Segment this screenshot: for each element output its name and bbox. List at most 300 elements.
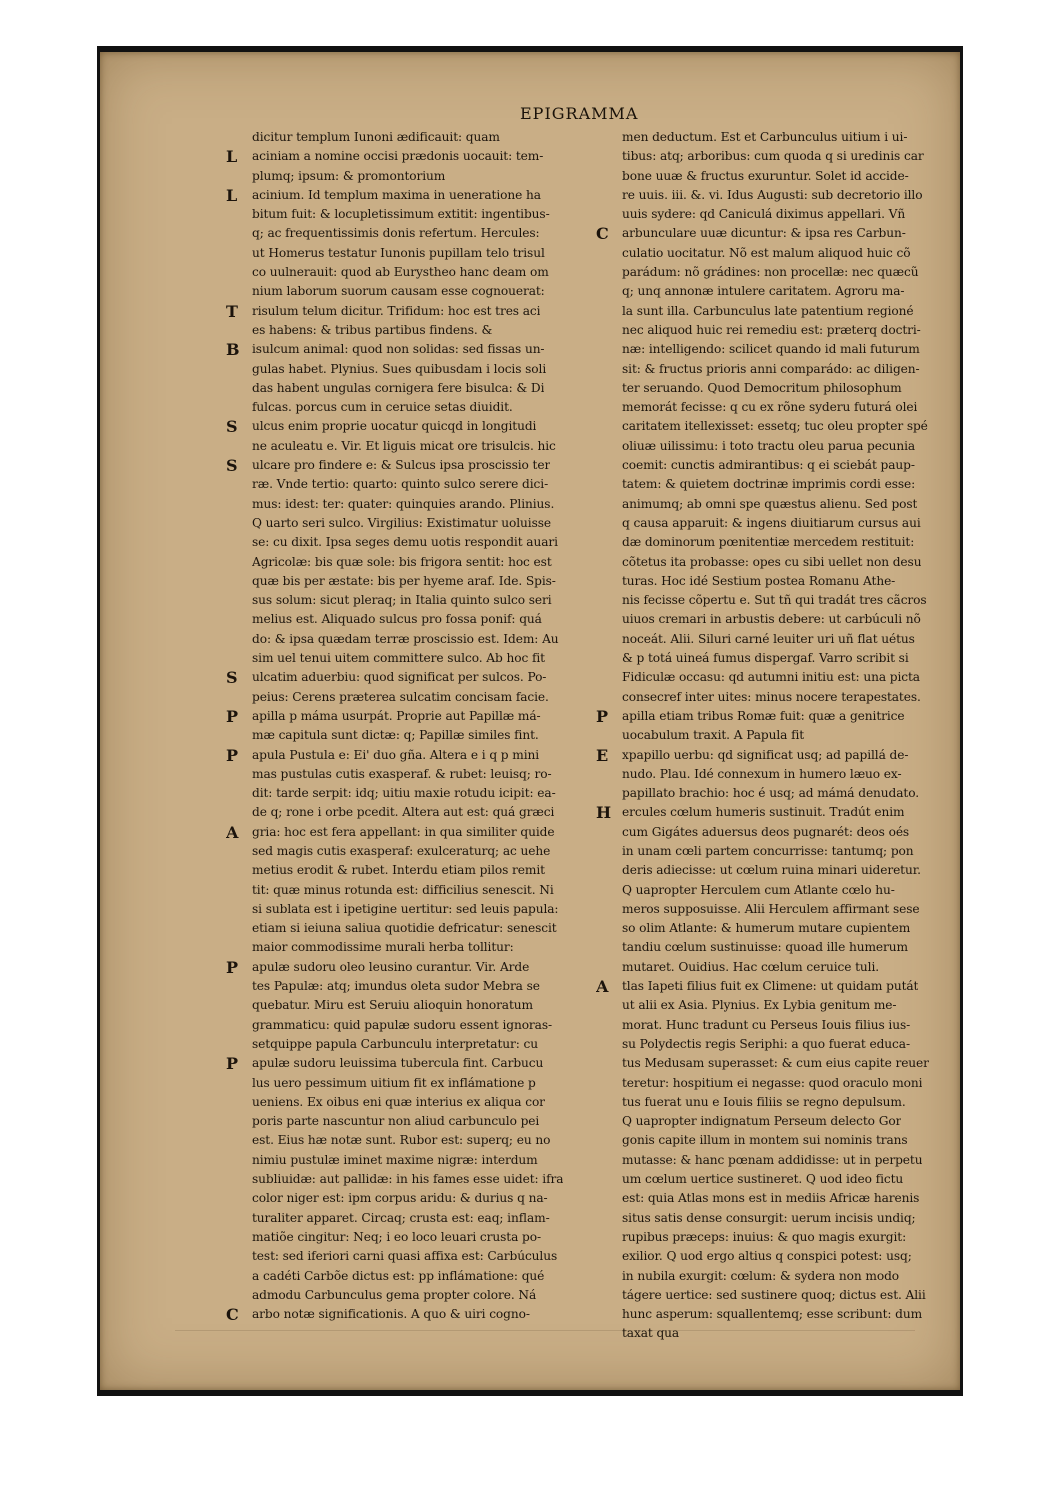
line-text: ueniens. Ex oibus eni quæ interius ex aliqua cor [252, 1094, 545, 1109]
initial-letter [596, 147, 622, 166]
text-line [226, 842, 598, 861]
line-text: arbunculare uuæ dicuntur: & ipsa res Carbun- [622, 226, 906, 241]
text-line [596, 514, 976, 533]
line-text: isulcum animal: quod non solidas: sed fissas un- [252, 342, 545, 357]
initial-letter [226, 167, 252, 186]
text-line [596, 1286, 976, 1305]
line-text: taxat qua [622, 1326, 680, 1341]
line-text: mæ capitula sunt dictæ: q; Papillæ similes fint. [252, 728, 539, 743]
text-line [226, 1074, 598, 1093]
line-text: apula Pustula e: Ei' duo gña. Altera e i q p mini [252, 747, 540, 762]
text-line [226, 1035, 598, 1054]
initial-letter [596, 514, 622, 533]
text-line [226, 282, 598, 301]
line-text: & p totá uineá fumus dispergaf. Varro scribit si [622, 651, 909, 666]
initial-letter [226, 1267, 252, 1286]
initial-letter [226, 649, 252, 668]
initial-letter: A [596, 977, 609, 997]
line-text: ne aculeatu e. Vir. Et liguis micat ore trisulcis. hic [252, 438, 556, 453]
initial-letter [226, 726, 252, 745]
text-line [226, 1054, 598, 1073]
text-line [226, 379, 598, 398]
text-line [226, 1247, 598, 1266]
text-line [226, 861, 598, 880]
line-text: ter seruando. Quod Democritum philosophum [622, 380, 902, 395]
line-text: tus Medusam superasset: & cum eius capite reuer [622, 1056, 929, 1071]
line-text: test: sed iferiori carni quasi affixa est: Carbúculus [252, 1249, 558, 1264]
initial-letter [226, 495, 252, 514]
line-text: hunc asperum: squallentemq; esse scribunt: dum [622, 1307, 923, 1322]
initial-letter: P [226, 745, 239, 765]
line-text: coemit: cunctis admirantibus: q ei sciebát paup- [622, 458, 915, 473]
initial-letter [596, 456, 622, 475]
line-text: in unam cœli partem concurrisse: tantumq; pon [622, 843, 914, 858]
text-line [596, 823, 976, 842]
line-text: a cadéti Carbõe dictus est: pp inflámatione: qué [252, 1268, 545, 1283]
initial-letter [596, 1093, 622, 1112]
text-line [596, 360, 976, 379]
line-text: men deductum. Est et Carbunculus uitium i ui- [622, 130, 908, 144]
initial-letter [596, 186, 622, 205]
initial-letter [596, 1151, 622, 1170]
line-text: matiõe cingitur: Neq; i eo loco leuari crusta po- [252, 1229, 541, 1244]
text-line [596, 1267, 976, 1286]
initial-letter [226, 1286, 252, 1305]
line-text: Q uapropter indignatum Perseum delecto Gor [622, 1114, 902, 1129]
initial-letter [226, 688, 252, 707]
text-line [596, 765, 976, 784]
text-line [596, 668, 976, 687]
line-text: sus solum: sicut pleraq; in Italia quinto sulco seri [252, 593, 552, 608]
initial-letter [226, 1016, 252, 1035]
text-line [596, 1209, 976, 1228]
text-line [596, 861, 976, 880]
initial-letter [596, 842, 622, 861]
line-text: tlas Iapeti filius fuit ex Climene: ut quidam putát [622, 979, 919, 994]
text-line [226, 495, 598, 514]
text-line [226, 224, 598, 243]
initial-letter [596, 205, 622, 224]
text-line [596, 167, 976, 186]
initial-letter [596, 996, 622, 1015]
text-line [596, 610, 976, 629]
line-text: de q; rone i orbe pcedit. Altera aut est: quá græci [252, 805, 555, 820]
line-text: ulcare pro findere e: & Sulcus ipsa proscissio ter [252, 458, 551, 473]
text-line [226, 417, 598, 436]
initial-letter [226, 881, 252, 900]
line-text: etiam si ieiuna saliua quotidie defricatur: senescit [252, 921, 557, 936]
text-line [226, 1170, 598, 1189]
line-text: tandiu cœlum sustinuisse: quoad ille humerum [622, 940, 908, 955]
text-line [226, 475, 598, 494]
line-text: aciniam a nomine occisi prædonis uocauit: tem- [252, 149, 544, 164]
initial-letter [596, 553, 622, 572]
text-line [226, 553, 598, 572]
line-text: consecref inter uites: minus nocere terapestates. [622, 689, 921, 704]
text-line [596, 340, 976, 359]
line-text: dit: tarde serpit: idq; uitiu maxie rotudu icipit: ea- [252, 786, 556, 801]
line-text: est. Eius hæ notæ sunt. Rubor est: superq; eu no [252, 1133, 551, 1148]
initial-letter [596, 1267, 622, 1286]
text-line [226, 186, 598, 205]
initial-letter [226, 1209, 252, 1228]
line-text: um cœlum uertice sustineret. Q uod ideo fictu [622, 1172, 904, 1187]
text-line [596, 1131, 976, 1150]
line-text: fulcas. porcus cum in ceruice setas diuidit. [252, 400, 513, 415]
initial-letter [226, 996, 252, 1015]
text-line [596, 688, 976, 707]
text-line [226, 1093, 598, 1112]
initial-letter [596, 688, 622, 707]
line-text: cum Gigátes aduersus deos pugnarét: deos oés [622, 824, 910, 839]
text-line [226, 167, 598, 186]
text-line [596, 398, 976, 417]
initial-letter [596, 321, 622, 340]
line-text: se: cu dixit. Ipsa seges demu uotis respondit auari [252, 535, 558, 550]
initial-letter [596, 1054, 622, 1073]
text-line [226, 996, 598, 1015]
initial-letter [596, 263, 622, 282]
initial-letter: E [596, 745, 609, 765]
initial-letter [596, 533, 622, 552]
line-text: apulæ sudoru leuissima tubercula fint. Carbucu [252, 1056, 544, 1071]
text-line [226, 1209, 598, 1228]
initial-letter [596, 1170, 622, 1189]
initial-letter [596, 900, 622, 919]
line-text: arbo notæ significationis. A quo & uiri cogno- [252, 1307, 530, 1322]
initial-letter [226, 282, 252, 301]
text-line [596, 803, 976, 822]
text-line [596, 1093, 976, 1112]
initial-letter [596, 282, 622, 301]
text-line [596, 533, 976, 552]
line-text: næ: intelligendo: scilicet quando id mali futurum [622, 342, 920, 357]
initial-letter: P [226, 706, 239, 726]
text-line [596, 1151, 976, 1170]
text-line [596, 900, 976, 919]
initial-letter [596, 765, 622, 784]
text-line [596, 649, 976, 668]
line-text: color niger est: ipm corpus aridu: & durius q na- [252, 1191, 548, 1206]
line-text: maior commodissime murali herba tollitur: [252, 940, 514, 955]
text-line [596, 1305, 976, 1324]
line-text: poris parte nascuntur non aliud carbunculo pei [252, 1114, 540, 1129]
text-line [226, 340, 598, 359]
initial-letter [596, 861, 622, 880]
text-line [226, 919, 598, 938]
text-line [596, 591, 976, 610]
text-line [596, 456, 976, 475]
text-line [596, 1035, 976, 1054]
initial-letter: S [226, 417, 238, 437]
initial-letter [226, 1131, 252, 1150]
line-text: do: & ipsa quædam terræ proscissio est. Idem: Au [252, 631, 559, 646]
line-text: Agricolæ: bis quæ sole: bis frigora sentit: hoc est [252, 554, 552, 569]
text-line [596, 379, 976, 398]
text-line [596, 1016, 976, 1035]
line-text: bitum fuit: & locupletissimum extitit: ingentibus- [252, 207, 550, 222]
initial-letter: C [596, 224, 609, 244]
initial-letter [226, 475, 252, 494]
initial-letter [226, 224, 252, 243]
text-line [226, 302, 598, 321]
initial-letter [596, 572, 622, 591]
line-text: sit: & fructus prioris anni comparádo: ac diligen- [622, 361, 920, 376]
line-text: mas pustulas cutis exasperaf. & rubet: leuisq; ro- [252, 766, 552, 781]
line-text: quæ bis per æstate: bis per hyeme araf. Ide. Spis- [252, 573, 556, 588]
line-text: tus fuerat unu e Iouis filiis se regno depulsum. [622, 1094, 906, 1109]
line-text: sim uel tenui uitem committere sulco. Ab hoc fit [252, 651, 545, 666]
line-text: parádum: nõ grádines: non procellæ: nec quæcũ [622, 265, 919, 280]
text-line [596, 302, 976, 321]
text-line [226, 398, 598, 417]
line-text: mus: idest: ter: quater: quinquies arando. Plinius. [252, 496, 555, 511]
text-line [596, 784, 976, 803]
text-line [596, 630, 976, 649]
initial-letter [596, 784, 622, 803]
line-text: plumq; ipsum: & promontorium [252, 168, 446, 183]
text-line [226, 321, 598, 340]
line-text: gria: hoc est fera appellant: in qua similiter quide [252, 824, 555, 839]
initial-letter [226, 842, 252, 861]
initial-letter [596, 649, 622, 668]
initial-letter: B [226, 340, 240, 360]
initial-letter [226, 803, 252, 822]
initial-letter [226, 977, 252, 996]
initial-letter [226, 321, 252, 340]
initial-letter [596, 630, 622, 649]
text-line [596, 746, 976, 765]
initial-letter [226, 861, 252, 880]
initial-letter [596, 302, 622, 321]
initial-letter [596, 1016, 622, 1035]
line-text: dicitur templum Iunoni ædificauit: quam [252, 130, 500, 144]
line-text: ulcatim aduerbiu: quod significat per sulcos. Po- [252, 670, 547, 685]
text-line [226, 456, 598, 475]
initial-letter [596, 1228, 622, 1247]
text-line [226, 205, 598, 224]
text-line [226, 591, 598, 610]
line-text: uiuos cremari in arbustis debere: ut carbúculi nõ [622, 612, 921, 627]
line-text: tágere uertice: sed sustinere quoq; dictus est. Alii [622, 1287, 926, 1302]
initial-letter [596, 1035, 622, 1054]
line-text: ercules cœlum humeris sustinuit. Tradút enim [622, 805, 905, 820]
text-line [596, 437, 976, 456]
text-line [596, 128, 976, 147]
line-text: meros supposuisse. Alii Herculem affirmant sese [622, 901, 920, 916]
line-text: q; unq annonæ intulere caritatem. Agroru ma- [622, 284, 905, 299]
line-text: si sublata est i ipetigine uertitur: sed leuis papula: [252, 901, 559, 916]
initial-letter [596, 244, 622, 263]
initial-letter [596, 823, 622, 842]
text-line [596, 224, 976, 243]
line-text: es habens: & tribus partibus findens. & [252, 322, 493, 337]
text-line [596, 726, 976, 745]
text-line [596, 1324, 976, 1343]
text-line [596, 1189, 976, 1208]
initial-letter [226, 263, 252, 282]
line-text: quebatur. Miru est Seruiu alioquin honoratum [252, 998, 533, 1013]
right-column [596, 128, 976, 1344]
line-text: rupibus præceps: inuius: & quo magis exurgit: [622, 1229, 907, 1244]
line-text: oliuæ uilissimu: i toto tractu oleu parua pecunia [622, 438, 916, 453]
initial-letter [596, 1209, 622, 1228]
line-text: caritatem itellexisset: essetq; tuc oleu propter spé [622, 419, 928, 434]
line-text: papillato brachio: hoc é usq; ad mámá denudato. [622, 786, 920, 801]
text-line [226, 514, 598, 533]
text-line [226, 1228, 598, 1247]
initial-letter [226, 1035, 252, 1054]
line-text: apilla p máma usurpát. Proprie aut Papillæ má- [252, 708, 541, 723]
initial-letter [596, 398, 622, 417]
text-line [226, 746, 598, 765]
text-line [596, 1170, 976, 1189]
text-line [596, 495, 976, 514]
line-text: nudo. Plau. Idé connexum in humero læuo ex- [622, 766, 902, 781]
left-column [226, 128, 598, 1324]
text-line [226, 649, 598, 668]
text-line [226, 977, 598, 996]
initial-letter [226, 572, 252, 591]
text-line [596, 321, 976, 340]
text-line [596, 1228, 976, 1247]
text-line [226, 823, 598, 842]
line-text: metius erodit & rubet. Interdu etiam pilos remit [252, 863, 545, 878]
line-text: Fidiculæ occasu: qd autumni initiu est: una picta [622, 670, 920, 685]
initial-letter [226, 379, 252, 398]
line-text: animumq; ab omni spe quæstus alienu. Sed post [622, 496, 918, 511]
text-line [596, 842, 976, 861]
initial-letter: T [226, 301, 238, 321]
initial-letter [596, 1247, 622, 1266]
text-line [596, 958, 976, 977]
line-text: mutasse: & hanc pœnam addidisse: ut in perpetu [622, 1152, 923, 1167]
initial-letter [596, 1189, 622, 1208]
initial-letter [596, 726, 622, 745]
initial-letter [596, 958, 622, 977]
text-line [596, 205, 976, 224]
text-line [226, 765, 598, 784]
text-line [596, 244, 976, 263]
initial-letter [226, 919, 252, 938]
line-text: est: quia Atlas mons est in mediis Africæ harenis [622, 1191, 920, 1206]
line-text: uuis sydere: qd Caniculá diximus appellari. Vñ [622, 207, 906, 222]
text-line [596, 417, 976, 436]
line-text: xpapillo uerbu: qd significat usq; ad papillá de- [622, 747, 909, 762]
text-line [226, 610, 598, 629]
text-line [226, 1151, 598, 1170]
text-line [226, 1267, 598, 1286]
initial-letter [226, 1228, 252, 1247]
initial-letter [596, 1074, 622, 1093]
initial-letter: L [226, 185, 238, 205]
text-line [596, 147, 976, 166]
line-text: re uuis. iii. &. vi. Idus Augusti: sub decretorio illo [622, 187, 923, 202]
line-text: tatem: & quietem doctrinæ imprimis cordi esse: [622, 477, 916, 492]
initial-letter: P [226, 1054, 239, 1074]
initial-letter: L [226, 147, 238, 167]
text-line [226, 1189, 598, 1208]
text-line [226, 1305, 598, 1324]
initial-letter: P [596, 706, 609, 726]
text-line [596, 282, 976, 301]
text-line [226, 803, 598, 822]
text-line [226, 900, 598, 919]
initial-letter [596, 1305, 622, 1324]
text-line [226, 707, 598, 726]
text-line [226, 128, 598, 147]
text-line [596, 1247, 976, 1266]
text-line [596, 553, 976, 572]
text-line [226, 1016, 598, 1035]
initial-letter [226, 1112, 252, 1131]
line-text: nimiu pustulæ iminet maxime nigræ: interdum [252, 1152, 538, 1167]
initial-letter: S [226, 456, 238, 476]
line-text: mutaret. Ouidius. Hac cœlum ceruice tuli. [622, 959, 880, 974]
line-text: lus uero pessimum uitium fit ex inflámatione p [252, 1075, 536, 1090]
line-text: melius est. Aliquado sulcus pro fossa ponif: quá [252, 612, 542, 627]
initial-letter [596, 417, 622, 436]
text-line [596, 707, 976, 726]
text-line [226, 784, 598, 803]
initial-letter [596, 128, 622, 147]
text-line [226, 1286, 598, 1305]
initial-letter [596, 591, 622, 610]
line-text: turaliter apparet. Circaq; crusta est: eaq; inflam- [252, 1210, 550, 1225]
line-text: q causa apparuit: & ingens diuitiarum cursus aui [622, 515, 921, 530]
line-text: teretur: hospitium ei negasse: quod oraculo moni [622, 1075, 923, 1090]
text-line [596, 1074, 976, 1093]
line-text: ut Homerus testatur Iunonis pupillam telo trisul [252, 245, 545, 260]
page-stain [175, 1330, 915, 1331]
initial-letter [226, 1170, 252, 1189]
line-text: deris adiecisse: ut cœlum ruina minari uideretur. [622, 863, 921, 878]
initial-letter [596, 475, 622, 494]
initial-letter [226, 591, 252, 610]
line-text: turas. Hoc idé Sestium postea Romanu Athe- [622, 573, 896, 588]
line-text: Q uapropter Herculem cum Atlante cœlo hu- [622, 882, 895, 897]
initial-letter [226, 244, 252, 263]
text-line [226, 881, 598, 900]
initial-letter [226, 128, 252, 147]
line-text: ulcus enim proprie uocatur quicqd in longitudi [252, 419, 537, 434]
initial-letter [226, 360, 252, 379]
initial-letter [596, 919, 622, 938]
line-text: das habent ungulas cornigera fere bisulca: & Di [252, 380, 545, 395]
line-text: so olim Atlante: & humerum mutare cupientem [622, 921, 911, 936]
text-line [596, 996, 976, 1015]
line-text: sed magis cutis exasperaf: exulceraturq; ac uehe [252, 843, 551, 858]
initial-letter: S [226, 668, 238, 688]
text-line [226, 533, 598, 552]
text-line [596, 1112, 976, 1131]
initial-letter [226, 398, 252, 417]
line-text: ræ. Vnde tertio: quarto: quinto sulco serere dici- [252, 477, 549, 492]
line-text: morat. Hunc tradunt cu Perseus Iouis filius ius- [622, 1017, 911, 1032]
line-text: in nubila exurgit: cœlum: & sydera non modo [622, 1268, 900, 1283]
line-text: subliuidæ: aut pallidæ: in his fames esse uidet: ifra [252, 1172, 564, 1187]
line-text: apulæ sudoru oleo leusino curantur. Vir. Arde [252, 959, 530, 974]
line-text: Q uarto seri sulco. Virgilius: Existimatur uoluisse [252, 515, 552, 530]
text-line [596, 938, 976, 957]
initial-letter [596, 495, 622, 514]
line-text: tes Papulæ: atq; imundus oleta sudor Mebra se [252, 979, 540, 994]
text-line [226, 688, 598, 707]
text-line [226, 1112, 598, 1131]
initial-letter [226, 610, 252, 629]
initial-letter [596, 437, 622, 456]
text-line [596, 186, 976, 205]
